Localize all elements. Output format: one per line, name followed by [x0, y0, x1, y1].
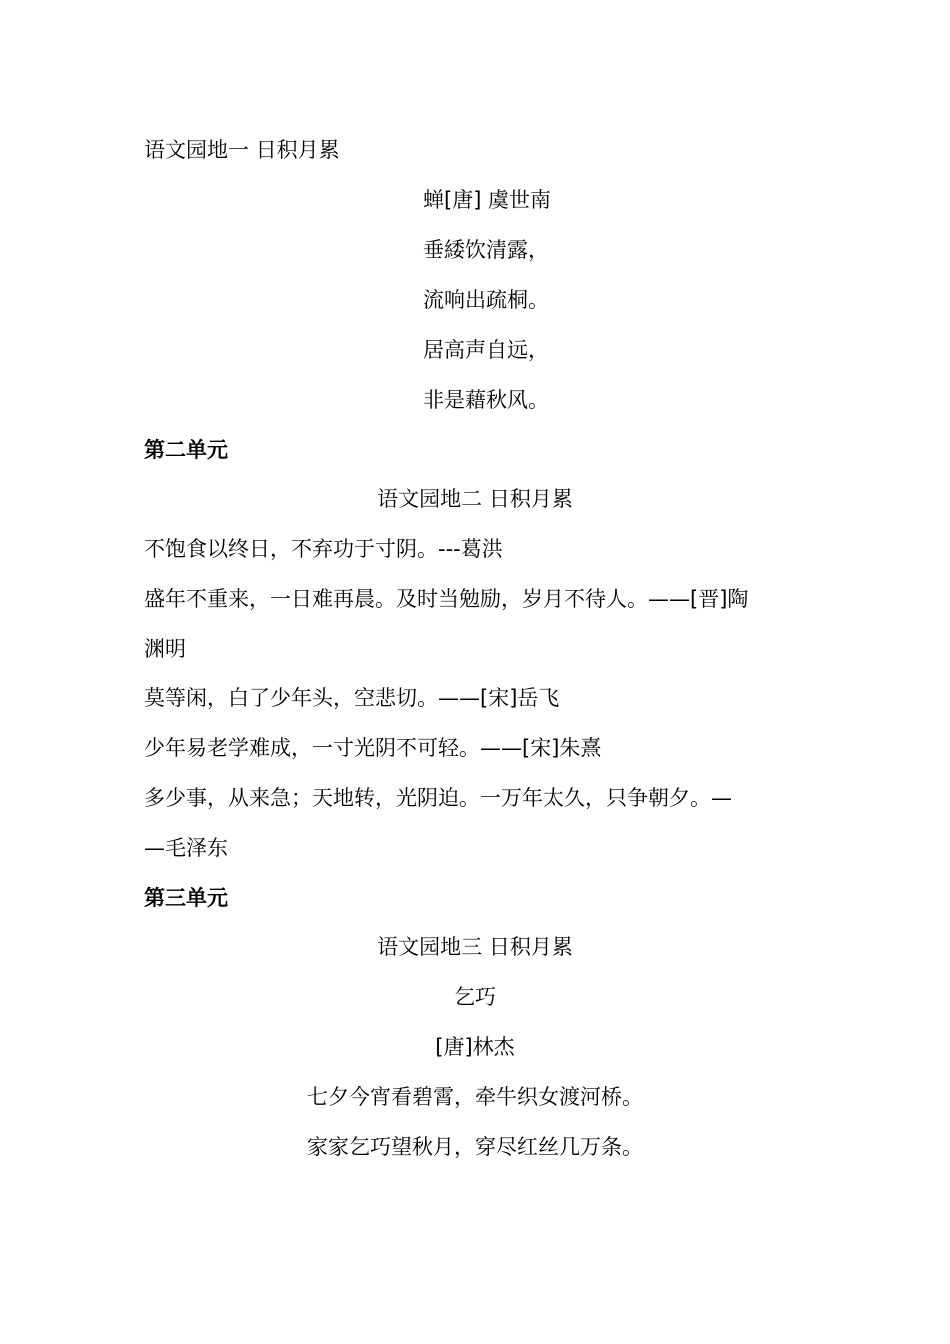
quote-line-5: 少年易老学难成，一寸光阴不可轻。——[宋]朱熹 — [144, 736, 602, 760]
poem-qiqiao-line-1: 七夕今宵看碧霄，牵牛织女渡河桥。 — [307, 1085, 643, 1109]
quote-line-3: 渊明 — [144, 637, 186, 661]
quote-line-1: 不饱食以终日，不弃功于寸阴。---葛洪 — [144, 537, 503, 561]
quote-line-6: 多少事，从来急；天地转，光阴迫。一万年太久，只争朝夕。— — [144, 786, 732, 810]
quote-line-7: —毛泽东 — [144, 836, 228, 860]
quote-line-4: 莫等闲，白了少年头，空悲切。——[宋]岳飞 — [144, 686, 560, 710]
unit2-heading: 第二单元 — [144, 438, 228, 462]
quote-line-2: 盛年不重来，一日难再晨。及时当勉励，岁月不待人。——[晋]陶 — [144, 587, 749, 611]
poem-cicada-line-2: 流响出疏桐。 — [423, 288, 549, 312]
poem-cicada-heading: 蝉[唐] 虞世南 — [423, 188, 552, 212]
unit3-section-title: 语文园地三 日积月累 — [377, 935, 573, 959]
poem-qiqiao-title: 乞巧 — [454, 985, 496, 1009]
unit2-section-title: 语文园地二 日积月累 — [377, 487, 573, 511]
unit1-section-title: 语文园地一 日积月累 — [144, 138, 340, 162]
poem-qiqiao-line-2: 家家乞巧望秋月，穿尽红丝几万条。 — [307, 1135, 643, 1159]
poem-cicada-line-1: 垂緌饮清露， — [423, 238, 549, 262]
poem-cicada-line-3: 居高声自远， — [423, 338, 549, 362]
unit3-heading: 第三单元 — [144, 886, 228, 910]
poem-cicada-line-4: 非是藉秋风。 — [423, 388, 549, 412]
poem-qiqiao-author: [唐]林杰 — [435, 1035, 515, 1059]
